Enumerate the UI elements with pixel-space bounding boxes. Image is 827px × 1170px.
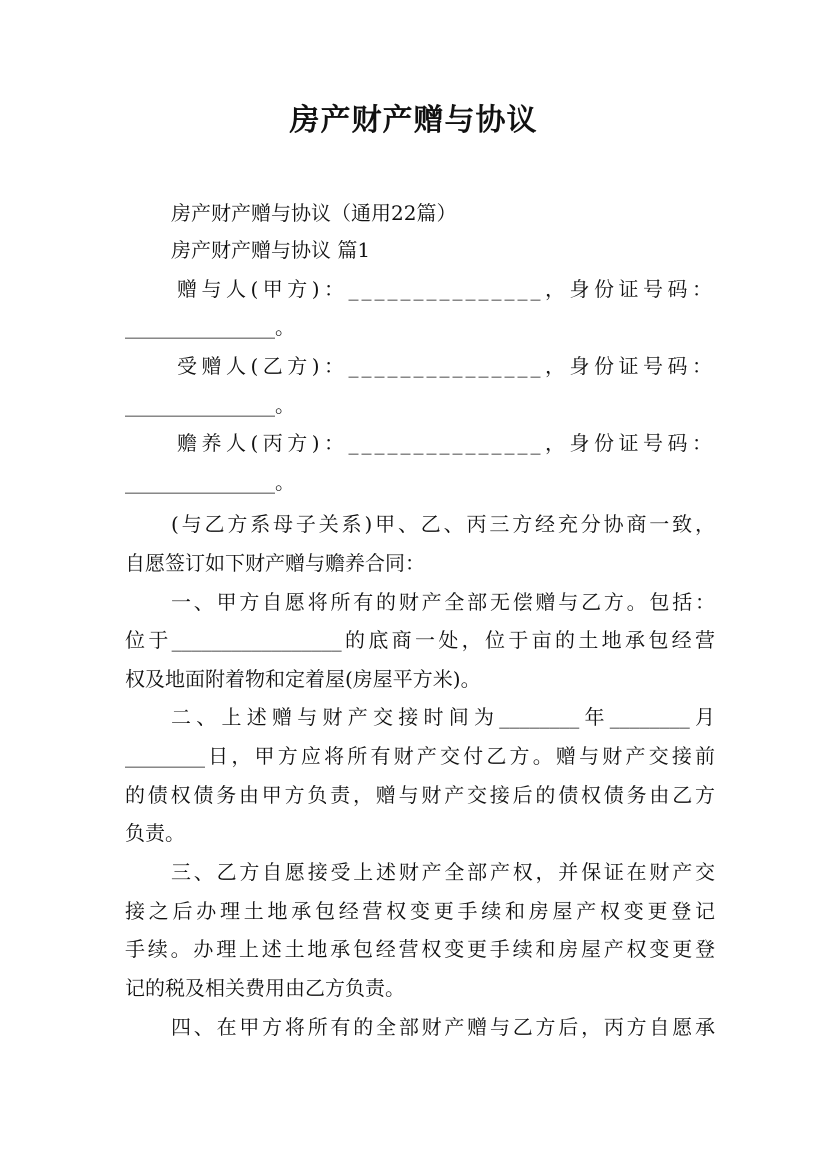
paragraph-line: 负责。 [125,821,185,845]
paragraph-line: 一、甲方自愿将所有的财产全部无偿赠与乙方。包括： [171,590,715,614]
paragraph-line: 位于_________________的底商一处，位于亩的土地承包经营 [125,628,715,652]
donor-id-blank: _______________。 [125,315,295,339]
paragraph-line: 三、乙方自愿接受上述财产全部产权，并保证在财产交 [171,860,715,884]
section-heading: 房产财产赠与协议 篇1 [171,238,371,262]
paragraph-line: 自愿签订如下财产赠与赡养合同： [125,551,425,575]
paragraph-line: 权及地面附着物和定着屋(房屋平方米)。 [125,667,481,691]
paragraph-line: 手续。办理上述土地承包经营权变更手续和房屋产权变更登 [125,937,715,961]
recipient-id-blank: _______________。 [125,393,295,417]
donor-line: 赠与人(甲方)：_______________，身份证号码： [177,277,715,301]
paragraph-line: 二、上述赠与财产交接时间为________年________月 [171,705,715,729]
paragraph-line: 四、在甲方将所有的全部财产赠与乙方后，丙方自愿承 [171,1015,715,1039]
supporter-line: 赡养人(丙方)：_______________，身份证号码： [177,431,715,455]
recipient-line: 受赠人(乙方)：_______________，身份证号码： [177,354,715,378]
paragraph-line: ________日，甲方应将所有财产交付乙方。赠与财产交接前 [125,744,715,768]
paragraph-line: 记的税及相关费用由乙方负责。 [125,976,405,1000]
paragraph-line: (与乙方系母子关系)甲、乙、丙三方经充分协商一致， [171,512,715,536]
document-title: 房产财产赠与协议 [289,103,538,138]
paragraph-line: 接之后办理土地承包经营权变更手续和房屋产权变更登记 [125,899,715,923]
paragraph-line: 的债权债务由甲方负责，赠与财产交接后的债权债务由乙方 [125,783,715,807]
subtitle-line: 房产财产赠与协议（通用22篇） [171,201,457,225]
supporter-id-blank: _______________。 [125,470,295,494]
